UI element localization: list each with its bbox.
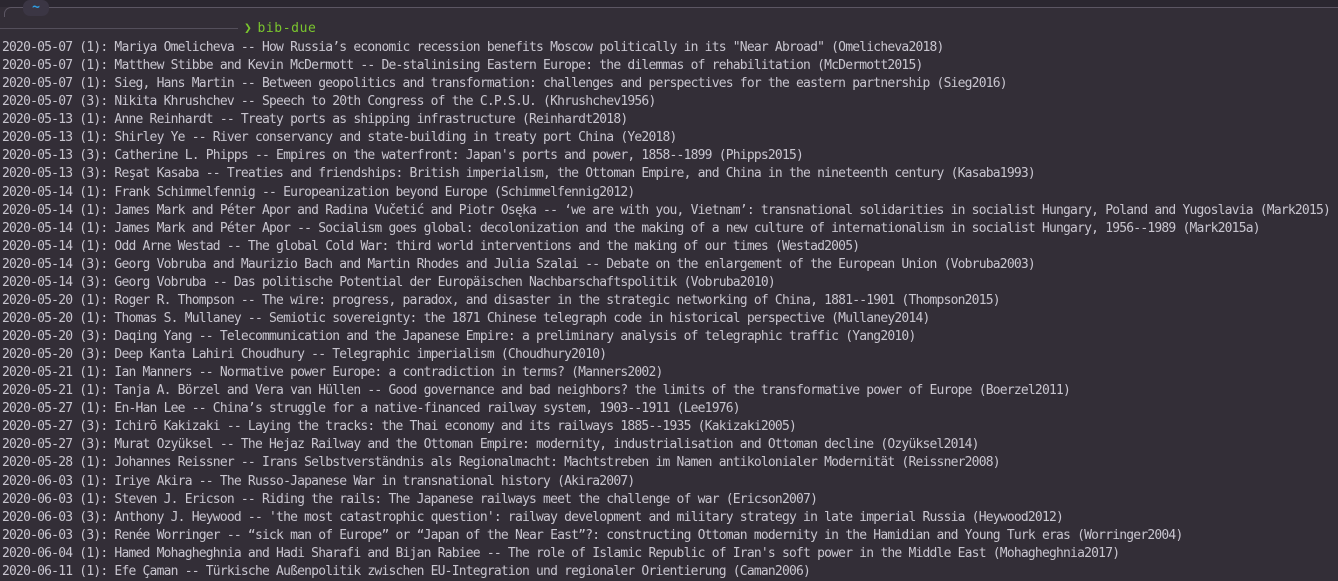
bib-entry-line: 2020-06-03 (3): Anthony J. Heywood -- 'the most catastrophic question': railway development and military strategy in late imperial Russia (Heywood2012) bbox=[2, 509, 1064, 525]
frame-corner bbox=[4, 7, 17, 17]
bib-entry-line: 2020-05-07 (3): Nikita Khrushchev -- Speech to 20th Congress of the C.P.S.U. (Khrushchev1956) bbox=[2, 94, 656, 110]
bib-entry-line: 2020-05-27 (3): Ichirō Kakizaki -- Laying the tracks: the Thai economy and its railways 1885--1935 (Kakizaki2005) bbox=[2, 419, 797, 435]
bibliography-output-list bbox=[0, 39, 1338, 581]
bib-entry-line: 2020-06-11 (1): Efe Çaman -- Türkische Außenpolitik zwischen EU-Integration und regionaler Orientierung (Caman2006) bbox=[2, 563, 811, 579]
terminal-tab-bar bbox=[0, 0, 1338, 17]
bib-entry-line: 2020-05-14 (1): Odd Arne Westad -- The global Cold War: third world interventions and the making of our times (Westad2005) bbox=[2, 238, 860, 254]
bib-entry-line: 2020-05-14 (1): James Mark and Péter Apor and Radina Vučetić and Piotr Osęka -- ‘we are with you, Vietnam’: transnational solidarities in socialist Hungary, Poland and Yugoslavia (Mark2015) bbox=[2, 202, 1331, 218]
shell-prompt-row bbox=[0, 19, 316, 37]
bib-entry-line: 2020-05-07 (1): Sieg, Hans Martin -- Between geopolitics and transformation: challenges and perspectives for the eastern partnership (Sieg2016) bbox=[2, 76, 1007, 92]
bib-entry-line: 2020-05-27 (3): Murat Ozyüksel -- The Hejaz Railway and the Ottoman Empire: modernity, industrialisation and Ottoman decline (Ozyüksel2014) bbox=[2, 437, 979, 453]
bib-entry-line: 2020-05-13 (1): Shirley Ye -- River conservancy and state-building in treaty port China (Ye2018) bbox=[2, 130, 677, 146]
bib-entry-line: 2020-05-13 (3): Catherine L. Phipps -- Empires on the waterfront: Japan's ports and power, 1858--1899 (Phipps2015) bbox=[2, 148, 804, 164]
bib-entry-line: 2020-05-14 (3): Georg Vobruba -- Das politische Potential der Europäischen Nachbarschaftspolitik (Vobruba2010) bbox=[2, 274, 775, 290]
entered-command: bib-due bbox=[257, 20, 317, 36]
bib-entry-line: 2020-06-04 (1): Hamed Mohagheghnia and Hadi Sharafi and Bijan Rabiee -- The role of Islamic Republic of Iran's soft power in the Middle East (Mohagheghnia2017) bbox=[2, 545, 1120, 561]
bib-entry-line: 2020-05-20 (3): Deep Kanta Lahiri Choudhury -- Telegraphic imperialism (Choudhury2010) bbox=[2, 347, 607, 363]
prompt-symbol: ❯ bbox=[244, 20, 253, 36]
bib-entry-line: 2020-05-13 (1): Anne Reinhardt -- Treaty ports as shipping infrastructure (Reinhardt2018) bbox=[2, 112, 628, 128]
tab-title: ~ bbox=[32, 0, 40, 15]
tab-bar-strip bbox=[0, 0, 1338, 7]
bib-entry-line: 2020-06-03 (1): Iriye Akira -- The Russo-Japanese War in transnational history (Akira2007) bbox=[2, 473, 635, 489]
bib-entry-line: 2020-05-14 (1): Frank Schimmelfennig -- Europeanization beyond Europe (Schimmelfennig2012) bbox=[2, 184, 635, 200]
frame-top-line bbox=[15, 7, 1338, 8]
terminal-tab[interactable] bbox=[23, 0, 49, 16]
bib-entry-line: 2020-05-20 (1): Roger R. Thompson -- The wire: progress, paradox, and disaster in the strategic networking of China, 1881--1901 (Thompson2015) bbox=[2, 292, 1000, 308]
bib-entry-line: 2020-05-21 (1): Ian Manners -- Normative power Europe: a contradiction in terms? (Manners2002) bbox=[2, 365, 663, 381]
bib-entry-line: 2020-05-20 (1): Thomas S. Mullaney -- Semiotic sovereignty: the 1871 Chinese telegraph code in historical perspective (Mullaney2014) bbox=[2, 310, 930, 326]
bib-entry-line: 2020-05-21 (1): Tanja A. Börzel and Vera van Hüllen -- Good governance and bad neighbors? the limits of the transformative power of Europe (Boerzel2011) bbox=[2, 383, 1071, 399]
bib-entry-line: 2020-05-14 (1): James Mark and Péter Apor -- Socialism goes global: decolonization and the making of a new culture of internationalism in socialist Hungary, 1956--1989 (Mark2015a) bbox=[2, 220, 1260, 236]
bib-entry-line: 2020-05-20 (3): Daqing Yang -- Telecommunication and the Japanese Empire: a preliminary analysis of telegraphic traffic (Yang2010) bbox=[2, 329, 916, 344]
bib-entry-line: 2020-05-28 (1): Johannes Reissner -- Irans Selbstverständnis als Regionalmacht: Machtstreben im Namen antikolonialer Modernität (Reissner2008) bbox=[2, 455, 1000, 471]
bib-entry-line: 2020-06-03 (1): Steven J. Ericson -- Riding the rails: The Japanese railways meet the challenge of war (Ericson2007) bbox=[2, 491, 818, 507]
prompt-rule-line bbox=[0, 28, 238, 29]
bib-entry-line: 2020-05-14 (3): Georg Vobruba and Maurizio Bach and Martin Rhodes and Julia Szalai -- Debate on the enlargement of the European Union (Vobruba2003) bbox=[2, 256, 1035, 272]
bib-entry-line: 2020-05-27 (1): En-Han Lee -- China’s struggle for a native-financed railway system, 1903--1911 (Lee1976) bbox=[2, 401, 740, 417]
bib-entry-line: 2020-05-13 (3): Reşat Kasaba -- Treaties and friendships: British imperialism, the Ottoman Empire, and China in the nineteenth century (Kasaba1993) bbox=[2, 166, 1035, 182]
bib-entry-line: 2020-05-07 (1): Mariya Omelicheva -- How Russia’s economic recession benefits Moscow politically in its "Near Abroad" (Omelicheva2018) bbox=[2, 40, 944, 55]
bib-entry-line: 2020-05-07 (1): Matthew Stibbe and Kevin McDermott -- De-stalinising Eastern Europe: the dilemmas of rehabilitation (McDermott2015) bbox=[2, 58, 923, 74]
bib-entry-line: 2020-06-03 (3): Renée Worringer -- “sick man of Europe” or “Japan of the Near East”?: constructing Ottoman modernity in the Hamidian and Young Turk eras (Worringer2004) bbox=[2, 527, 1183, 543]
